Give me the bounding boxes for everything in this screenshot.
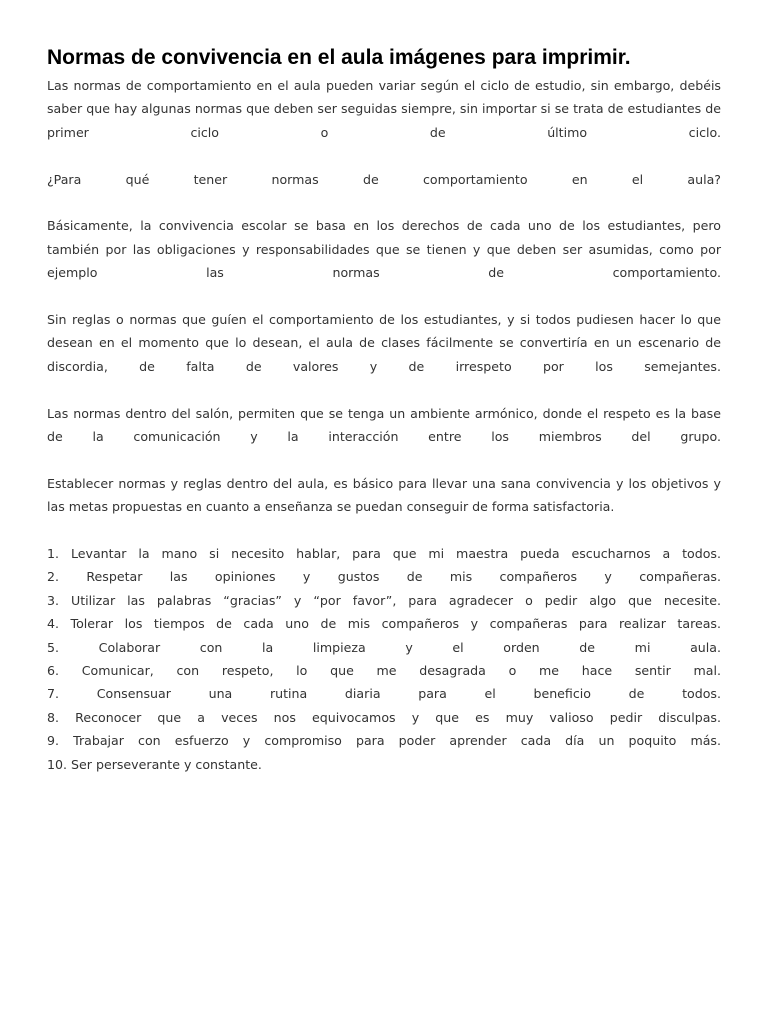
document-title: Normas de convivencia en el aula imágenes para imprimir. (47, 46, 631, 69)
paragraph-establish-norms: Establecer normas y reglas dentro del aula, es básico para llevar una sana convivencia y los objetivos y las metas propuestas en cuanto a enseñanza se puedan conseguir de forma satisfactoria. (47, 475, 721, 515)
list-item: 6. Comunicar, con respeto, lo que me desagrada o me hace sentir mal. (47, 663, 721, 679)
list-item: 7. Consensuar una rutina diaria para el beneficio de todos. (47, 686, 721, 702)
paragraph-without-rules: Sin reglas o normas que guíen el comportamiento de los estudiantes, y si todos pudiesen hacer lo que desean en el momento que lo desean, el aula de clases fácilmente se convertiría en un escenario de discordia, de falta de valores y de irrespeto por los semejantes. (47, 312, 721, 374)
list-item: 9. Trabajar con esfuerzo y compromiso para poder aprender cada día un poquito más. (47, 733, 721, 749)
rules-list (47, 542, 721, 776)
paragraph-question: ¿Para qué tener normas de comportamiento en el aula? (47, 171, 721, 187)
list-item: 10. Ser perseverante y constante. (47, 756, 262, 772)
list-item: 2. Respetar las opiniones y gustos de mis compañeros y compañeras. (47, 569, 721, 585)
list-item: 8. Reconocer que a veces nos equivocamos y que es muy valioso pedir disculpas. (47, 709, 721, 725)
paragraph-basics: Básicamente, la convivencia escolar se basa en los derechos de cada uno de los estudiantes, pero también por las obligaciones y responsabilidades que se tienen y que deben ser asumidas, como por ejemplo las normas de comportamiento. (47, 218, 721, 281)
list-item: 1. Levantar la mano si necesito hablar, para que mi maestra pueda escucharnos a todos. (47, 546, 721, 562)
list-item: 3. Utilizar las palabras “gracias” y “por favor”, para agradecer o pedir algo que necesite. (47, 592, 721, 608)
document-page (47, 44, 721, 776)
list-item: 5. Colaborar con la limpieza y el orden de mi aula. (47, 639, 721, 655)
list-item: 4. Tolerar los tiempos de cada uno de mis compañeros y compañeras para realizar tareas. (47, 616, 721, 632)
paragraph-intro: Las normas de comportamiento en el aula pueden variar según el ciclo de estudio, sin embargo, debéis saber que hay algunas normas que deben ser seguidas siempre, sin importar si se trata de estudiantes de primer ciclo o de último ciclo. (47, 78, 721, 140)
paragraph-classroom-norms: Las normas dentro del salón, permiten que se tenga un ambiente armónico, donde el respeto es la base de la comunicación y la interacción entre los miembros del grupo. (47, 405, 721, 445)
